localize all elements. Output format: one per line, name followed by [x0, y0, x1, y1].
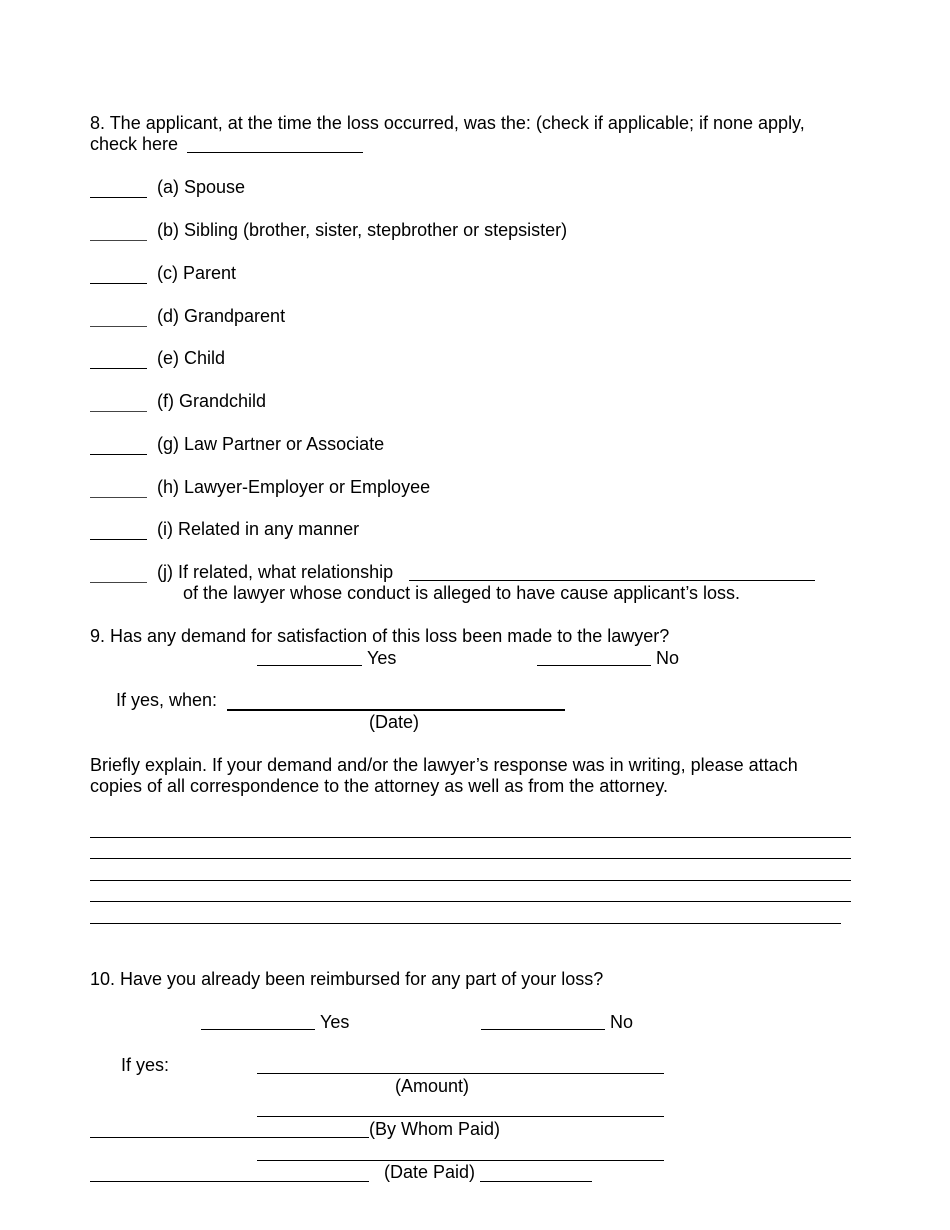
q10-by-whom-caption: (By Whom Paid): [369, 1119, 501, 1139]
q8-option-d: (d) Grandparent: [157, 306, 286, 326]
q8-option-e: (e) Child: [157, 348, 226, 368]
q8-relationship-field[interactable]: [409, 580, 815, 581]
q8-option-f: (f) Grandchild: [157, 391, 267, 411]
q10-no-blank[interactable]: [481, 1029, 605, 1030]
q9-question: 9. Has any demand for satisfaction of this loss been made to the lawyer?: [90, 626, 670, 646]
q8-option-g: (g) Law Partner or Associate: [157, 434, 385, 454]
q8-option-g-blank[interactable]: [90, 454, 147, 455]
q9-yes-label: Yes: [367, 648, 397, 668]
q10-date-paid-right-field[interactable]: [480, 1181, 592, 1182]
q8-option-d-blank[interactable]: [90, 326, 147, 327]
q8-option-b-blank[interactable]: [90, 240, 147, 241]
q8-option-j: (j) If related, what relationship: [157, 562, 394, 582]
q9-date-caption: (Date): [369, 712, 420, 732]
q9-no-label: No: [656, 648, 680, 668]
q8-option-f-blank[interactable]: [90, 411, 147, 412]
q10-by-whom-field[interactable]: [257, 1116, 664, 1117]
q9-yes-blank[interactable]: [257, 665, 362, 666]
q8-option-j-blank[interactable]: [90, 582, 147, 583]
q10-amount-field[interactable]: [257, 1073, 664, 1074]
q8-option-c-blank[interactable]: [90, 283, 147, 284]
q10-no-label: No: [610, 1012, 634, 1032]
q8-option-h-blank[interactable]: [90, 497, 147, 498]
q10-date-paid-field[interactable]: [257, 1160, 664, 1161]
q9-explain-line-field-1[interactable]: [90, 837, 851, 838]
q10-date-paid-left-field[interactable]: [90, 1181, 369, 1182]
q8-option-a: (a) Spouse: [157, 177, 246, 197]
q9-explain-line-field-3[interactable]: [90, 880, 851, 881]
q9-explain-line-field-5[interactable]: [90, 923, 841, 924]
q8-option-c: (c) Parent: [157, 263, 237, 283]
q9-explain-line2: copies of all correspondence to the attorney as well as from the attorney.: [90, 776, 668, 796]
q9-date-field[interactable]: [227, 709, 565, 711]
q8-option-h: (h) Lawyer-Employer or Employee: [157, 477, 431, 497]
q8-option-e-blank[interactable]: [90, 368, 147, 369]
q9-if-yes-when: If yes, when:: [116, 690, 218, 710]
q10-yes-blank[interactable]: [201, 1029, 315, 1030]
q10-yes-label: Yes: [320, 1012, 350, 1032]
q8-option-i-blank[interactable]: [90, 539, 147, 540]
q10-if-yes: If yes:: [121, 1055, 170, 1075]
q8-option-j-continuation: of the lawyer whose conduct is alleged to have cause applicant’s loss.: [183, 583, 740, 603]
q9-no-blank[interactable]: [537, 665, 651, 666]
q10-date-paid-caption: (Date Paid): [384, 1162, 476, 1182]
q9-explain-line1: Briefly explain. If your demand and/or the lawyer’s response was in writing, please attach: [90, 755, 798, 775]
q8-question-line2: check here: [90, 134, 179, 154]
q8-option-b: (b) Sibling (brother, sister, stepbrother or stepsister): [157, 220, 568, 240]
q9-explain-line-field-4[interactable]: [90, 901, 851, 902]
q8-none-apply-field[interactable]: [187, 152, 363, 153]
q8-option-i: (i) Related in any manner: [157, 519, 360, 539]
q10-question: 10. Have you already been reimbursed for any part of your loss?: [90, 969, 604, 989]
q9-explain-line-field-2[interactable]: [90, 858, 851, 859]
q8-question-line1: 8. The applicant, at the time the loss occurred, was the: (check if applicable; if none apply,: [90, 113, 805, 133]
q10-by-whom-left-field[interactable]: [90, 1137, 369, 1138]
q8-option-a-blank[interactable]: [90, 197, 147, 198]
q10-amount-caption: (Amount): [395, 1076, 470, 1096]
